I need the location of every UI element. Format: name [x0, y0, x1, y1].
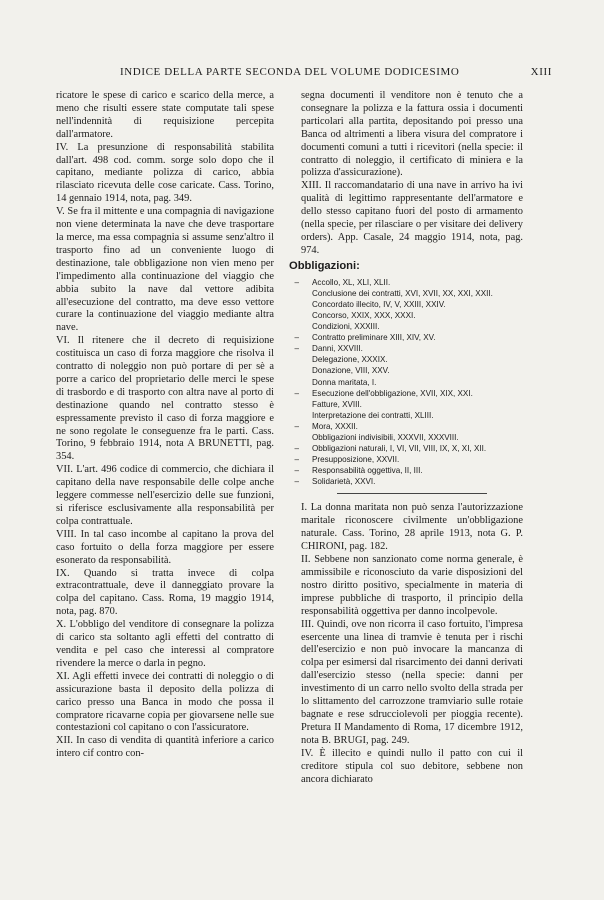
index-entry-mark: –: [294, 333, 299, 343]
index-entry-text: Danni, XXVIII.: [312, 344, 363, 354]
paragraph: II. Sebbene non sanzionato come norma generale, è ammissibile e riconosciuto da varie disposizioni del nostro diritto positivo, specialmente in materia di imprese pubbliche di trasporto, il principio della responsabilità oggettiva per danno incolpevole.: [301, 554, 523, 617]
index-entry-mark: –: [294, 444, 299, 454]
index-entry-text: Contratto preliminare XIII, XIV, XV.: [312, 333, 436, 343]
index-entry-mark: –: [294, 344, 299, 354]
index-entry: [294, 476, 523, 487]
left-column: [56, 90, 274, 761]
section-title: Obbligazioni:: [289, 259, 360, 272]
index-entry: [294, 465, 523, 476]
index-entry-text: Obbligazioni indivisibili, XXXVII, XXXVIII.: [312, 433, 459, 442]
index-entry-text: Fatture, XVIII.: [312, 399, 362, 409]
page-header: [56, 66, 552, 80]
paragraph: IV. La presunzione di responsabilità stabilita dall'art. 498 cod. comm. sorge solo dopo che il capitano, mediante polizza di carico, abbia rilasciato ricevuta delle cose caricate. Cass. Torino, 14 gennaio 1914, nota, pag. 349.: [56, 141, 274, 205]
index-entry: [294, 332, 523, 343]
index-entry: [301, 399, 523, 410]
index-entry: [301, 288, 523, 299]
paragraph: VI. Il ritenere che il decreto di requisizione costituisca un caso di forza maggiore che risolva il contratto di noleggio non può portare di per sè a porre a carico del proprietario delle merci le spese di trasbordo e di trasporto con altra nave al porto di destinazione quando nel contratto stesso è espressamente previsto il caso di forza maggiore e ne sono regolate le conseguenze fra le parti. Cass. Torino, 9 febbraio 1914, nota A BRUNETTI, pag. 354.: [56, 335, 274, 463]
divider-rule: [337, 493, 487, 494]
index-entry-text: Interpretazione dei contratti, XLIII.: [312, 410, 434, 420]
index-entry: [294, 388, 523, 399]
index-entry: [294, 277, 523, 288]
paragraph: X. L'obbligo del venditore di consegnare la polizza di carico sta soltanto agli effetti del contratto di vendita e pel caso che interessi al compratore rivendere la merce o darla in pegno.: [56, 619, 274, 669]
paragraph: XIII. Il raccomandatario di una nave in arrivo ha ivi qualità di legittimo rappresentante dell'armatore e dello stesso capitano fuori del posto di armamento (nella specie, per rilasciare o per visitare dei delivery orders). App. Casale, 24 maggio 1914, nota, pag. 974.: [301, 180, 523, 256]
right-column: [289, 90, 523, 786]
paragraph: VIII. In tal caso incombe al capitano la prova del caso fortuito o della forza maggiore per essere esonerato da responsabilità.: [56, 528, 274, 566]
index-entry-text: Esecuzione dell'obbligazione, XVII, XIX, XXI.: [312, 388, 473, 398]
subject-index: [294, 277, 523, 488]
index-entry: [301, 310, 523, 321]
index-entry-mark: –: [294, 421, 299, 431]
index-entry: [294, 443, 523, 454]
index-entry-text: Mora, XXXII.: [312, 421, 358, 431]
index-entry: [301, 377, 523, 388]
paragraph: VII. L'art. 496 codice di commercio, che dichiara il capitano della nave responsabile delle colpe anche leggere commesse nell'esercizio delle sue funzioni, si riferisce esclusivamente alla responsabilità per colpa contrattuale.: [56, 464, 274, 527]
index-entry-text: Condizioni, XXXIII.: [312, 322, 380, 332]
index-entry-mark: –: [294, 277, 299, 287]
index-entry-text: Concordato illecito, IV, V, XXIII, XXIV.: [312, 299, 446, 309]
index-entry: [301, 299, 523, 310]
index-entry-text: Donazione, VIII, XXV.: [312, 366, 390, 376]
paragraph: XII. In caso di vendita di quantità inferiore a carico intero cif contro con-: [56, 735, 274, 760]
index-entry-mark: –: [294, 455, 299, 465]
index-entry-text: Conclusione dei contratti, XVI, XVII, XX, XXI, XXII.: [312, 288, 493, 298]
index-entry-text: Delegazione, XXXIX.: [312, 355, 388, 365]
index-entry-mark: –: [294, 388, 299, 398]
index-entry: [294, 454, 523, 465]
index-entry: [301, 365, 523, 376]
paragraph: ricatore le spese di carico e scarico della merce, a meno che risulti essere state computate tali spese nell'indennità di requisizione percepita dall'armatore.: [56, 90, 274, 140]
index-entry: [301, 432, 523, 443]
paragraph: IV. È illecito e quindi nullo il patto con cui il creditore stipula col suo debitore, sebbene non ancora dichiarato: [301, 747, 523, 785]
index-entry-text: Obbligazioni naturali, I, VI, VII, VIII, IX, X, XI, XII.: [312, 444, 487, 454]
index-entry-text: Presupposizione, XXVII.: [312, 455, 400, 465]
index-entry: [301, 410, 523, 421]
page-number: XIII: [530, 66, 552, 78]
index-entry: [294, 343, 523, 354]
paragraph: IX. Quando si tratta invece di colpa extracontrattuale, deve il danneggiato provare la colpa del capitano. Cass. Roma, 19 maggio 1914, nota, pag. 870.: [56, 567, 274, 618]
index-entry: [301, 321, 523, 332]
paragraph: III. Quindi, ove non ricorra il caso fortuito, l'impresa esercente una linea di tramvie è tenuta per i rischi dell'esercizio e non può invocare la mancanza di colpa per esimersi dal risarcimento dei danni derivati dall'esercizio stesso (nella specie: danni per investimento di un carro nello svolto della strada per lo slittamento del carrozzone tramviario sulle rotaie bagnate e rese sdrucciolevoli per pioggia recente). Pretura II Mandamento di Roma, 17 dicembre 1912, nota B. BRUGI, pag. 249.: [301, 618, 523, 746]
index-entry-mark: –: [294, 477, 299, 487]
paragraph: I. La donna maritata non può senza l'autorizzazione maritale riconoscere civilmente un'obbligazione naturale. Cass. Torino, 28 aprile 1913, nota G. P. CHIRONI, pag. 182.: [301, 502, 523, 553]
running-title: INDICE DELLA PARTE SECONDA DEL VOLUME DODICESIMO: [120, 66, 460, 78]
index-entry-text: Responsabilità oggettiva, II, III.: [312, 466, 423, 476]
paragraph: XI. Agli effetti invece dei contratti di noleggio o di assicurazione basta il deposito della polizza di carico presso una Banca in modo che possa il compratore ricavarne copia per giovarsene nelle sue contestazioni col capitano o con l'assicuratore.: [56, 670, 274, 734]
index-entry-text: Solidarietà, XXVI.: [312, 477, 376, 487]
index-entry: [301, 354, 523, 365]
index-entry: [294, 421, 523, 432]
index-entry-mark: –: [294, 466, 299, 476]
paragraph: segna documenti il venditore non è tenuto che a consegnare la polizza e la fattura ossia i documenti particolari alla partita, depositando poi presso una Banca od altrimenti a libera visura del compratore i documenti comuni a tutti i ricevitori (nella specie: il contratto di noleggio, il certificato di miniera e la polizza d'assicurazione).: [301, 90, 523, 179]
index-entry-text: Concorso, XXIX, XXX, XXXI.: [312, 310, 416, 320]
paragraph: V. Se fra il mittente e una compagnia di navigazione non viene determinata la nave che deve trasportare la merce, ma essa compagnia si assume senz'altro il trasporto fino ad un conveniente luogo di destinazione, tale obbligazione non vien meno per l'impedimento alla continuazione del viaggio che abbia subito la nave dal vettore adibita all'esecuzione del contratto, ma deve esso vettore curare la continuazione del viaggio mediante altra nave.: [56, 206, 274, 334]
index-entry-text: Donna maritata, I.: [312, 377, 377, 387]
index-entry-text: Accollo, XL, XLI, XLII.: [312, 277, 391, 287]
